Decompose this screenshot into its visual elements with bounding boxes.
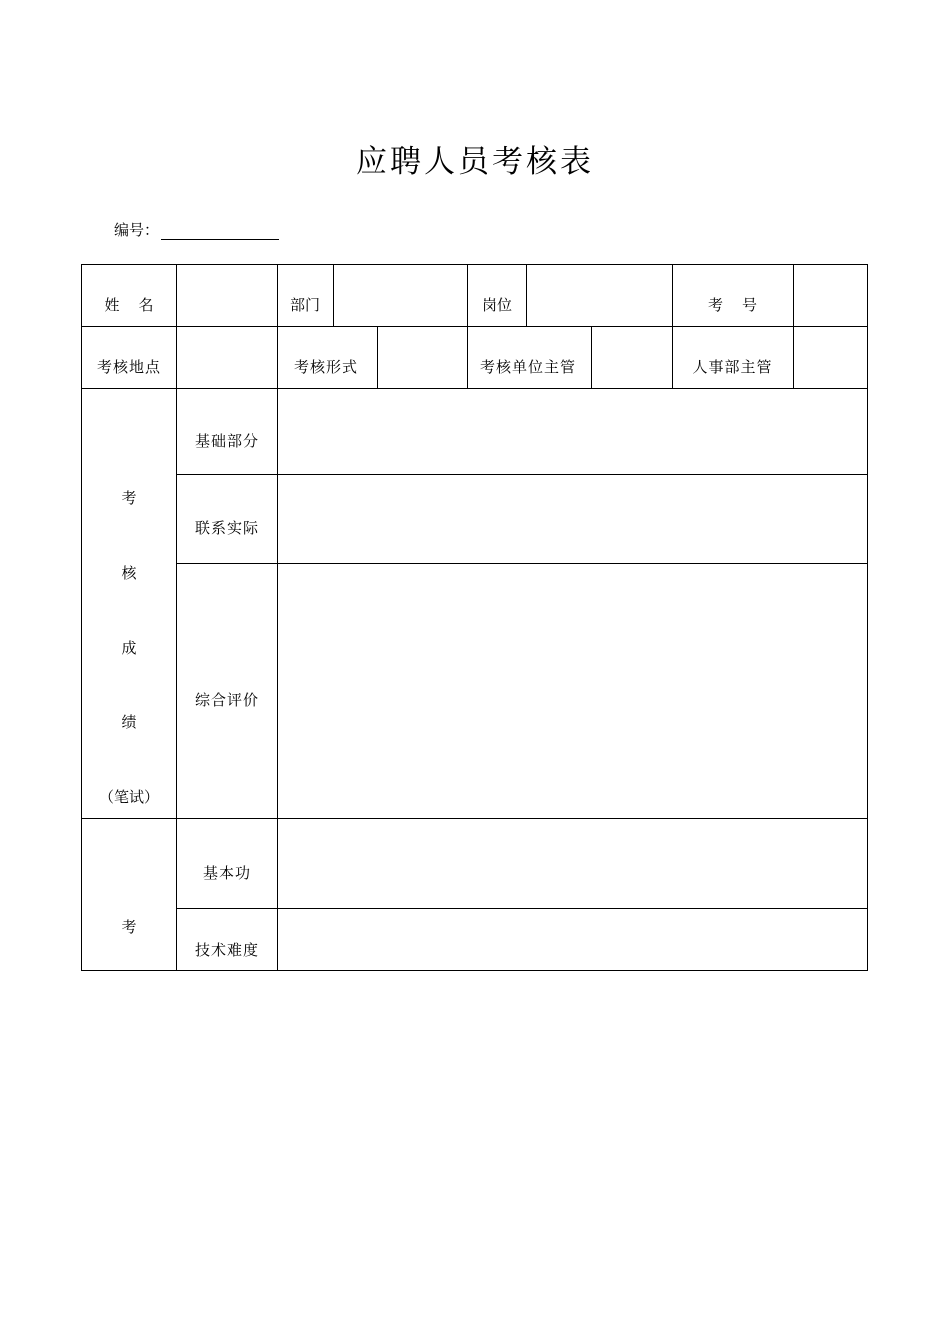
location-label: 考核地点: [96, 358, 161, 376]
dept-label: 部门: [290, 296, 321, 314]
written-practice-field[interactable]: [278, 475, 867, 563]
col-divider: [467, 265, 468, 326]
practical-item-fundamentals: 基本功: [202, 864, 251, 882]
exam-no-label: 考 号: [707, 296, 758, 314]
written-group-char: （笔试）: [98, 788, 159, 806]
form-label: 考核形式: [294, 358, 359, 376]
written-group-char: 绩: [121, 713, 137, 731]
page-title: 应聘人员考核表: [356, 144, 594, 180]
location-field[interactable]: [177, 327, 277, 388]
practical-fundamentals-field[interactable]: [278, 819, 867, 908]
written-group-char: 核: [121, 564, 137, 582]
serial-number: [114, 220, 279, 240]
hr-head-label: 人事部主管: [692, 358, 773, 376]
hr-head-field[interactable]: [794, 327, 867, 388]
written-group-char: 成: [121, 639, 137, 657]
unit-head-label: 考核单位主管: [480, 358, 577, 376]
post-field[interactable]: [527, 265, 672, 326]
dept-field[interactable]: [334, 265, 467, 326]
serial-input-line[interactable]: [161, 223, 279, 240]
col-divider: [277, 326, 278, 388]
practical-difficulty-field[interactable]: [278, 909, 867, 970]
name-label: 姓 名: [104, 296, 154, 314]
assessment-table: [81, 264, 868, 971]
unit-head-field[interactable]: [592, 327, 672, 388]
col-divider: [277, 265, 278, 326]
form-field[interactable]: [378, 327, 467, 388]
name-field[interactable]: [177, 265, 277, 326]
serial-label: 编号：: [114, 221, 160, 239]
written-group-char: 考: [121, 489, 137, 507]
post-label: 岗位: [482, 296, 513, 314]
col-divider: [176, 388, 177, 971]
written-item-basic: 基础部分: [194, 432, 259, 450]
written-overall-field[interactable]: [278, 564, 867, 818]
practical-group-char: 考: [121, 918, 137, 936]
practical-item-difficulty: 技术难度: [194, 941, 259, 959]
col-divider: [467, 326, 468, 388]
written-basic-field[interactable]: [278, 389, 867, 474]
written-item-overall: 综合评价: [194, 691, 259, 709]
written-item-practice: 联系实际: [194, 519, 259, 537]
exam-no-field[interactable]: [794, 265, 867, 326]
